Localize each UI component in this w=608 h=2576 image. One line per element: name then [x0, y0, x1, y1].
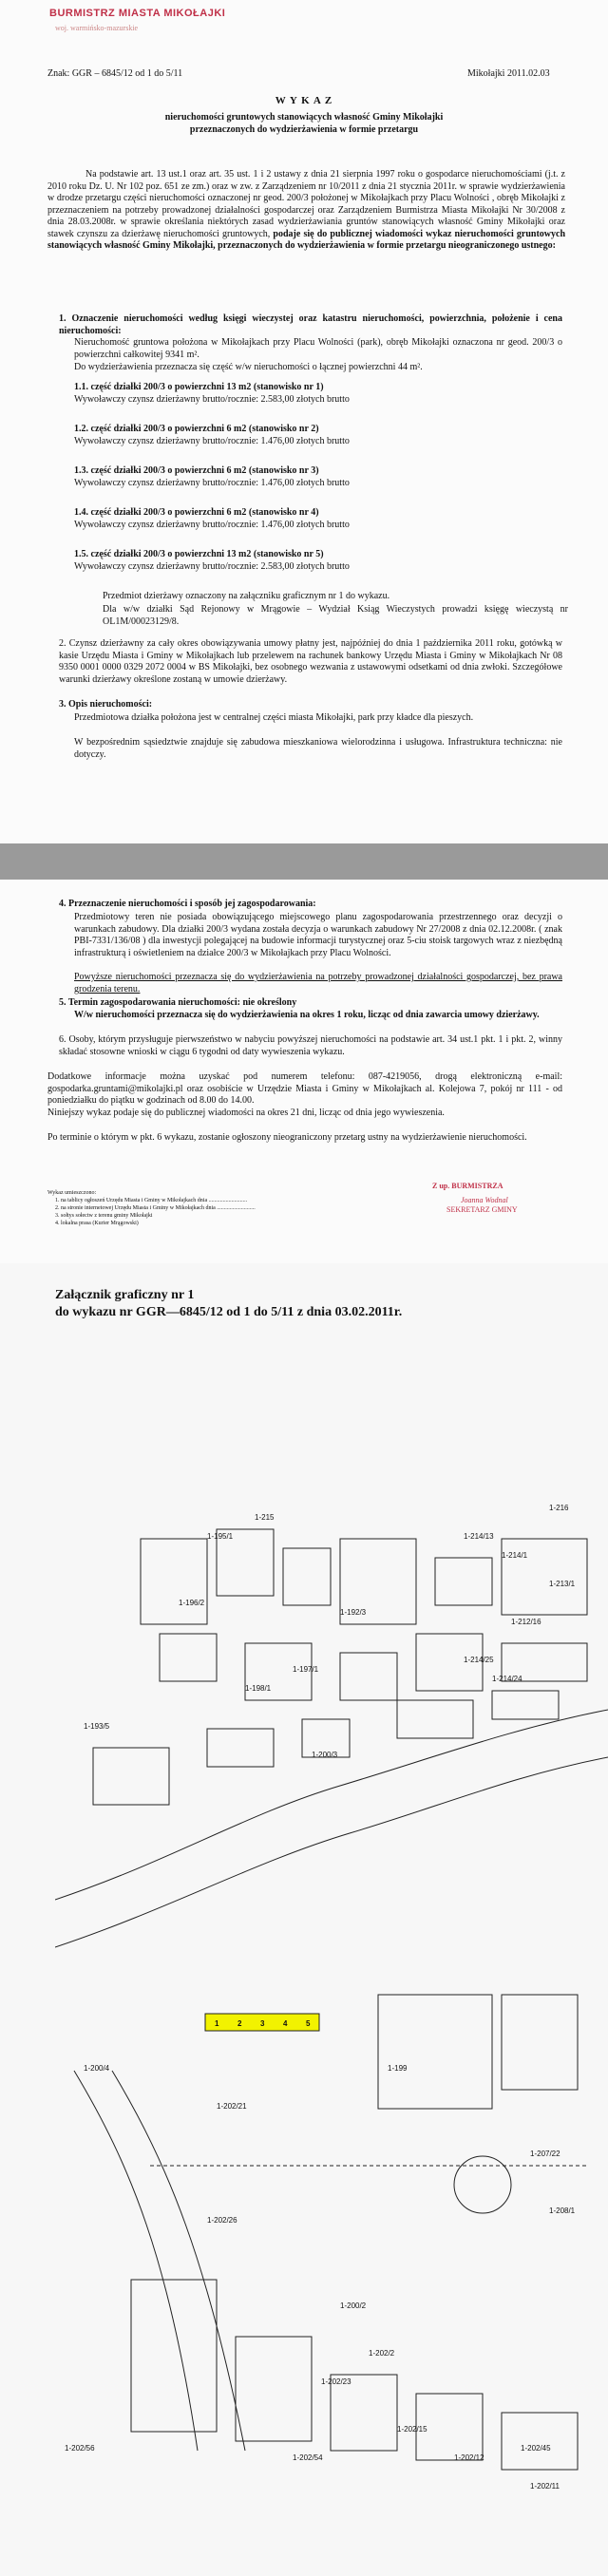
place-date: Mikołajki 2011.02.03 — [467, 68, 550, 79]
map-parcel-label: 1-216 — [549, 1504, 569, 1512]
posted-item: 3. sołtys sołectw z terenu gminy Mikołajki — [55, 1213, 153, 1219]
map-parcel-label: 1-199 — [388, 2064, 408, 2073]
posted-item: 2. na stronie internetowej Urzędu Miasta i Gminy w Mikołajkach dnia ........................... — [55, 1205, 256, 1211]
map-parcel-label: 1-202/15 — [397, 2425, 428, 2434]
stall-number-label: 3 — [260, 2019, 265, 2028]
parcel-list — [74, 382, 562, 591]
posted-item: 4. lokalna prasa (Kurier Mrągowski) — [55, 1221, 139, 1226]
intro-paragraph: Na podstawie art. 13 ust.1 oraz art. 35 ust. 1 i 2 ustawy z dnia 21 sierpnia 1997 roku o gospodarce nieruchomościami (j.t. z 2010 roku Dz. U. Nr 102 poz. 651 ze zm.) oraz w zw. z Zarządzeniem nr 10/2011 z dnia 21 stycznia 2011r. w sprawie wydzierżawienia w drodze przetargu części nieruchomości oznaczonej nr geod. 200/3 położonej w Mikołajkach przy Placu Wolności , obręb Mikołajki z przeznaczeniem na potrzeby prowadzonej działalności gospodarczej oraz Zarządzeniem Burmistrza Miasta Mikołajki Nr 30/2008 z dnia 28.03.2008r. w sprawie określania niektórych zasad wydzierżawiania gruntów stanowiących własność Gminy Mikołajki oraz stawek czynszu za dzierżawę nieruchomości gruntowych, podaje się do publicznej wiadomości wykaz nieruchomości gruntowych stanowiących własność Gminy Mikołajki, przeznaczonych do wydzierżawienia w formie przetargu nieograniczonego ustnego: — [48, 169, 566, 251]
document-page-3-map — [0, 1263, 608, 2576]
section-4-purpose: Powyższe nieruchomości przeznacza się do wydzierżawienia na potrzeby prowadzonej działalności gospodarczej, bez prawa grodzenia terenu. — [74, 972, 562, 994]
map-parcel-label: 1-196/2 — [179, 1599, 205, 1607]
section-1-text-2: Do wydzierżawienia przeznacza się część w/w nieruchomości o łącznej powierzchni 44 m². — [74, 362, 423, 372]
section-4-text: Przedmiotowy teren nie posiada obowiązującego miejscowego planu zagospodarowania przestrzennego oraz decyzji o warunkach zabudowy. Dla działki 200/3 wydana została decyzja o warunkach zabudowy Nr 27/2008 z dnia 02.12.2008r. ( znak PBI-7331/136/08 ) dla inwestycji polegającej na budowie informacji turystycznej oraz 5-ciu stoisk targowych wraz z niezbędną infrastrukturą i oświetleniem na działce 200/3 w Mikołajkach przy Placu Wolności. — [74, 912, 562, 958]
publication-notice: Niniejszy wykaz podaje się do publicznej wiadomości na okres 21 dni, licząc od dnia jego wywieszenia. — [48, 1108, 445, 1118]
section-5-term: 5. Termin zagospodarowania nieruchomości: nie określony — [59, 997, 297, 1008]
map-parcel-label: 1-202/45 — [521, 2444, 551, 2453]
graphic-note: Przedmiot dzierżawy oznaczony na załączniku graficznym nr 1 do wykazu. — [103, 591, 390, 601]
map-parcel-label: 1-202/21 — [217, 2102, 247, 2111]
map-parcel-label: 1-202/2 — [369, 2349, 395, 2358]
map-parcel-label: 1-214/24 — [492, 1675, 522, 1683]
map-parcel-label: 1-195/1 — [207, 1532, 234, 1541]
map-parcel-label: 1-202/56 — [65, 2444, 95, 2453]
map-parcel-label: 1-213/1 — [549, 1580, 576, 1588]
posted-heading: Wykaz umieszczono: — [48, 1190, 97, 1196]
document-title: W Y K A Z — [275, 95, 333, 106]
stall-number-label: 1 — [215, 2019, 219, 2028]
signature-stamp: Z up. BURMISTRZA — [432, 1182, 504, 1190]
office-stamp: BURMISTRZ MIASTA MIKOŁAJKI — [49, 8, 226, 19]
section-3-heading: 3. Opis nieruchomości: — [59, 699, 153, 710]
section-3-text-1: Przedmiotowa działka położona jest w centralnej części miasta Mikołajki, park przy kładce dla pieszych. — [74, 712, 474, 723]
section-2-payment: 2. Czynsz dzierżawny za cały okres obowiązywania umowy płatny jest, najpóźniej do dnia 1 października 2011 roku, gotówką w kasie Urzędu Miasta i Gminy w Mikołajkach lub przelewem na rachunek bankowy Urzędu Miasta i Gminy w Mikołajkach Nr 08 9350 0001 0000 0329 2072 0004 w BS Mikołajki, bez osobnego wezwania z ustawowymi odsetkami od dnia zwłoki. Szczegółowe warunki dzierżawy określone zostaną w umowie dzierżawy. — [59, 638, 562, 685]
stall-number-label: 4 — [283, 2019, 288, 2028]
map-parcel-label: 1-208/1 — [549, 2207, 576, 2215]
map-parcel-label: 1-214/1 — [502, 1551, 528, 1560]
parcel-item: 1.5. część działki 200/3 o powierzchni 13 m2 (stanowisko nr 5) Wywoławczy czynsz dzierżawny brutto/rocznie: 2.583,00 złotych brutto — [74, 549, 350, 572]
section-4-heading: 4. Przeznaczenie nieruchomości i sposób jej zagospodarowania: — [59, 899, 316, 909]
map-parcel-label: 1-212/16 — [511, 1618, 542, 1626]
parcel-item: 1.4. część działki 200/3 o powierzchni 6 m2 (stanowisko nr 4) Wywoławczy czynsz dzierżawny brutto/rocznie: 1.476,00 złotych brutto — [74, 507, 350, 530]
signature-name: Joanna Wodnal — [461, 1196, 508, 1204]
cadastral-map-svg — [55, 1501, 608, 2576]
tender-notice: Po terminie o którym w pkt. 6 wykazu, zostanie ogłoszony nieograniczony przetarg ustny na wydzierżawienie nieruchomości. — [48, 1132, 527, 1143]
land-register-note: Dla w/w działki Sąd Rejonowy w Mrągowie – Wydział Ksiąg Wieczystych prowadzi księgę wieczystą nr OL1M/00023129/8. — [103, 604, 568, 627]
document-subtitle: nieruchomości gruntowych stanowiących własność Gminy Mikołajki przeznaczonych do wydzierżawienia w formie przetargu — [164, 112, 444, 135]
map-parcel-label: 1-202/26 — [207, 2216, 238, 2225]
stall-number-label: 2 — [238, 2019, 242, 2028]
office-stamp-sub: woj. warmińsko-mazurskie — [55, 24, 139, 32]
map-parcel-label: 1-197/1 — [293, 1665, 319, 1674]
contact-info: Dodatkowe informacje można uzyskać pod numerem telefonu: 087-4219056, drogą elektroniczną e-mail: gospodarka.gruntami@mikolajki.pl oraz osobiście w Urzędzie Miasta i Gminy w Mikołajkach al. Kolejowa 7, pokój nr 111 - od poniedziałku do piątku w godzinach od 8.00 do 14.00. — [48, 1071, 562, 1106]
map-parcel-label: 1-192/3 — [340, 1608, 367, 1617]
section-6-priority: 6. Osoby, którym przysługuje pierwszeństwo w nabyciu powyższej nieruchomości na podstawie art. 34 ust.1 pkt. 1 i pkt. 2, winny składać stosowne wnioski w ciągu 6 tygodni od daty wywieszenia wykazu. — [59, 1034, 562, 1057]
attachment-subtitle: do wykazu nr GGR—6845/12 od 1 do 5/11 z dnia 03.02.2011r. — [55, 1305, 403, 1319]
section-3-text-2: W bezpośrednim sąsiedztwie znajduje się zabudowa mieszkaniowa wielorodzinna i usługowa. Infrastruktura techniczna: nie dotyczy. — [74, 737, 562, 760]
map-parcel-label: 1-193/5 — [84, 1722, 110, 1731]
posted-list — [55, 1197, 340, 1227]
section-5-lease-period: W/w nieruchomości przeznacza się do wydzierżawienia na okres 1 roku, licząc od dnia zawarcia umowy dzierżawy. — [74, 1010, 540, 1020]
map-parcel-label: 1-202/11 — [530, 2482, 560, 2491]
attachment-title: Załącznik graficzny nr 1 — [55, 1288, 195, 1302]
map-parcel-label: 1-200/4 — [84, 2064, 110, 2073]
map-parcel-label: 1-198/1 — [245, 1684, 272, 1693]
parcel-item: 1.3. część działki 200/3 o powierzchni 6 m2 (stanowisko nr 3) Wywoławczy czynsz dzierżawny brutto/rocznie: 1.476,00 złotych brutto — [74, 465, 350, 488]
document-page-1 — [0, 0, 608, 843]
map-parcel-label: 1-214/13 — [464, 1532, 494, 1541]
section-1-text: Nieruchomość gruntowa położona w Mikołajkach przy Placu Wolności (park), obręb Mikołajki oznaczona nr geod. 200/3 o powierzchni całkowitej 9341 m². — [74, 337, 562, 360]
map-parcel-label: 1-200/2 — [340, 2301, 367, 2310]
map-parcel-label: 1-207/22 — [530, 2150, 560, 2158]
parcel-item: 1.2. część działki 200/3 o powierzchni 6 m2 (stanowisko nr 2) Wywoławczy czynsz dzierżawny brutto/rocznie: 1.476,00 złotych brutto — [74, 424, 350, 446]
map-parcel-label: 1-202/54 — [293, 2453, 323, 2462]
map-parcel-label: 1-202/12 — [454, 2453, 484, 2462]
parcel-item: 1.1. część działki 200/3 o powierzchni 13 m2 (stanowisko nr 1) Wywoławczy czynsz dzierżawny brutto/rocznie: 2.583,00 złotych brutto — [74, 382, 350, 405]
posted-item: 1. na tablicy ogłoszeń Urzędu Miasta i Gminy w Mikołajkach dnia ........................... — [55, 1198, 248, 1203]
stall-number-label: 5 — [306, 2019, 311, 2028]
section-1-heading: 1. Oznaczenie nieruchomości według księgi wieczystej oraz katastru nieruchomości, powierzchnia, położenie i cena nieruchomości: — [59, 313, 562, 336]
map-parcel-label: 1-202/23 — [321, 2377, 352, 2386]
map-parcel-label: 1-215 — [255, 1513, 275, 1522]
signature-title: SEKRETARZ GMINY — [446, 1205, 518, 1214]
reference-number: Znak: GGR – 6845/12 od 1 do 5/11 — [48, 68, 183, 79]
cadastral-map — [55, 1501, 608, 2576]
map-parcel-label: 1-214/25 — [464, 1656, 494, 1664]
map-parcel-label: 1-200/3 — [312, 1751, 338, 1759]
